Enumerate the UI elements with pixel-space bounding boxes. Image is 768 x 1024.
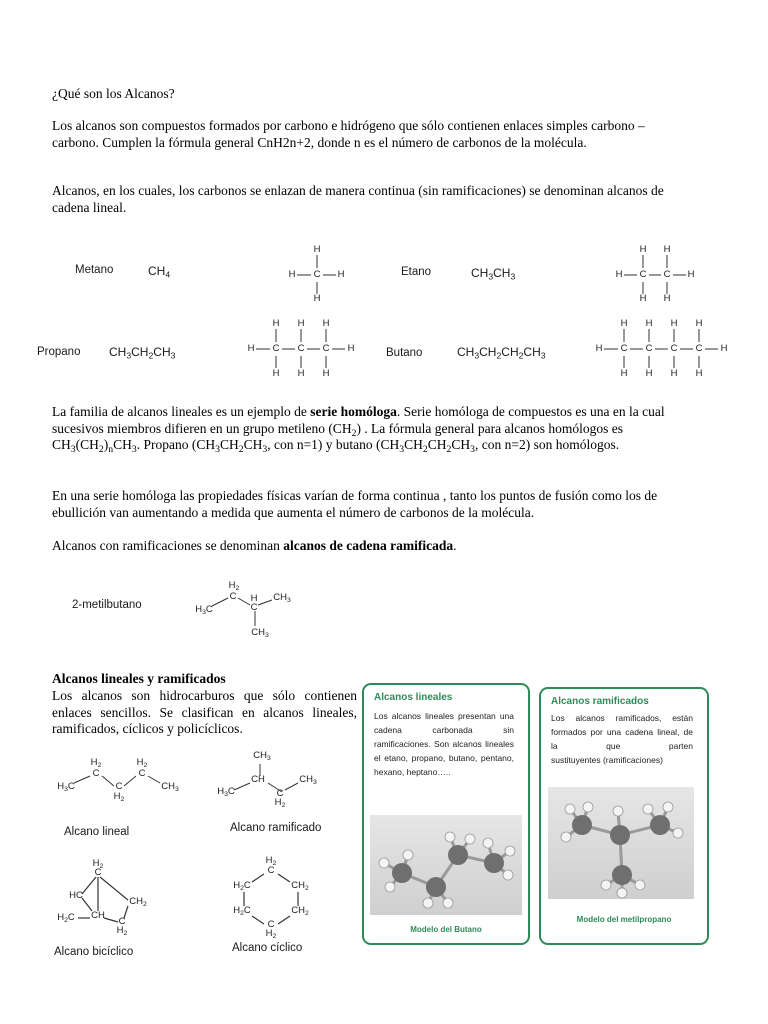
metilpropano-model-caption: Modelo del metilpropano bbox=[576, 915, 672, 924]
question-heading: ¿Qué son los Alcanos? bbox=[52, 86, 175, 101]
etano-formula: $CH_3CH_3$ bbox=[471, 266, 516, 282]
alcano-biciclico-caption: Alcano bicíclico bbox=[54, 946, 134, 958]
butano-label: Butano bbox=[386, 347, 423, 359]
metilpropano-ball-and-stick bbox=[548, 787, 694, 899]
intro-paragraph: Los alcanos son compuestos formados por carbono e hidrógeno que sólo contienen enlaces simples carbono – carbono. Cumplen la fórmula general CnH2n+2, donde n es el número de carbonos de la molécula. bbox=[52, 118, 645, 150]
section-body: Los alcanos son hidrocarburos que sólo contienen enlaces sencillos. Se clasifican en alcanos lineales, ramificados, cíclicos y policíclicos. bbox=[52, 688, 357, 736]
lineal-definition-paragraph: Alcanos, en los cuales, los carbonos se enlazan de manera continua (sin ramificaciones) se denominan alcanos de cadena lineal. bbox=[52, 183, 664, 215]
butano-formula: $CH_3CH_2CH_2CH_3$ bbox=[457, 345, 546, 361]
alcano-ramificado-caption: Alcano ramificado bbox=[230, 822, 322, 834]
metilbutano-label: 2-metilbutano bbox=[72, 599, 142, 611]
propano-label: Propano bbox=[37, 346, 81, 358]
butano-model-caption: Modelo del Butano bbox=[410, 925, 482, 934]
alcanos-ramificados-panel-text: Los alcanos ramificados, están formados por una cadena lineal, de la que parten sustituyentes (ramificaciones) bbox=[551, 713, 693, 765]
metano-structure: H H C H H bbox=[288, 244, 345, 304]
alcano-biciclico-structure: $H_2$ C HC $CH_2$ $H_2C$ CH C $H_2$ bbox=[57, 858, 147, 938]
propano-structure: H H H H C C C H H H H bbox=[247, 318, 355, 379]
ramificada-definition-paragraph: Alcanos con ramificaciones se denominan alcanos de cadena ramificada. bbox=[52, 538, 457, 553]
etano-structure: H H H C C H H H bbox=[615, 244, 695, 304]
alcano-ramificado-structure: $CH_3$ CH $H_3C$ C $H_2$ $CH_3$ bbox=[217, 750, 317, 810]
butano-ball-and-stick bbox=[370, 815, 522, 915]
etano-label: Etano bbox=[401, 266, 432, 278]
alcanos-lineales-panel-title: Alcanos lineales bbox=[374, 692, 453, 703]
metano-formula: $CH_4$ bbox=[148, 264, 171, 280]
metilpropano-model-image bbox=[548, 787, 694, 899]
propano-formula: $CH_3CH_2CH_3$ bbox=[109, 345, 176, 361]
alcanos-lineales-panel bbox=[362, 683, 530, 945]
propiedades-paragraph: En una serie homóloga las propiedades físicas varían de forma continua , tanto los puntos de fusión como los de ebullición van aumentando a medida que aumenta el número de carbonos de la molécula. bbox=[52, 488, 658, 520]
alcanos-lineales-panel-text: Los alcanos lineales presentan una cadena carbonada sin ramificaciones. Son alcanos lineales el etano, propano, butano, pentano, hexano, heptano….. bbox=[374, 711, 514, 777]
metano-label: Metano bbox=[75, 264, 114, 276]
alcano-lineal-structure: $H_2$ C $H_3C$ C $H_2$ $H_2$ C $CH_3$ bbox=[57, 757, 179, 804]
butano-structure: H H H H H C C C C H H H H H bbox=[595, 318, 728, 379]
alcano-ciclico-structure: $H_2$ C $H_2C$ $CH_2$ $H_2C$ $CH_2$ C $H_2$ bbox=[233, 855, 309, 941]
alcanos-ramificados-panel-title: Alcanos ramificados bbox=[551, 696, 649, 707]
alcano-ciclico-caption: Alcano cíclico bbox=[232, 942, 303, 954]
section-heading: Alcanos lineales y ramificados bbox=[52, 671, 226, 686]
butano-model-image bbox=[370, 815, 522, 915]
alcano-lineal-caption: Alcano lineal bbox=[64, 826, 130, 838]
metilbutano-structure: $H_2$ C $H_3C$ H C $CH_3$ $CH_3$ bbox=[195, 580, 291, 640]
alcanos-ramificados-panel bbox=[539, 687, 709, 945]
serie-homologa-paragraph: La familia de alcanos lineales es un ejemplo de serie homóloga. Serie homóloga de compuestos es una en la cual sucesivos miembros difieren en un grupo metileno $(CH_2)$ . La fórmula general para alcanos homólogos es $CH_3(CH_2)_nCH_3$. Propano ($CH_3CH_2CH_3$, con n=1) y butano ($CH_3CH_2CH_2CH_3$, con n=2) son homólogos. bbox=[52, 404, 665, 455]
